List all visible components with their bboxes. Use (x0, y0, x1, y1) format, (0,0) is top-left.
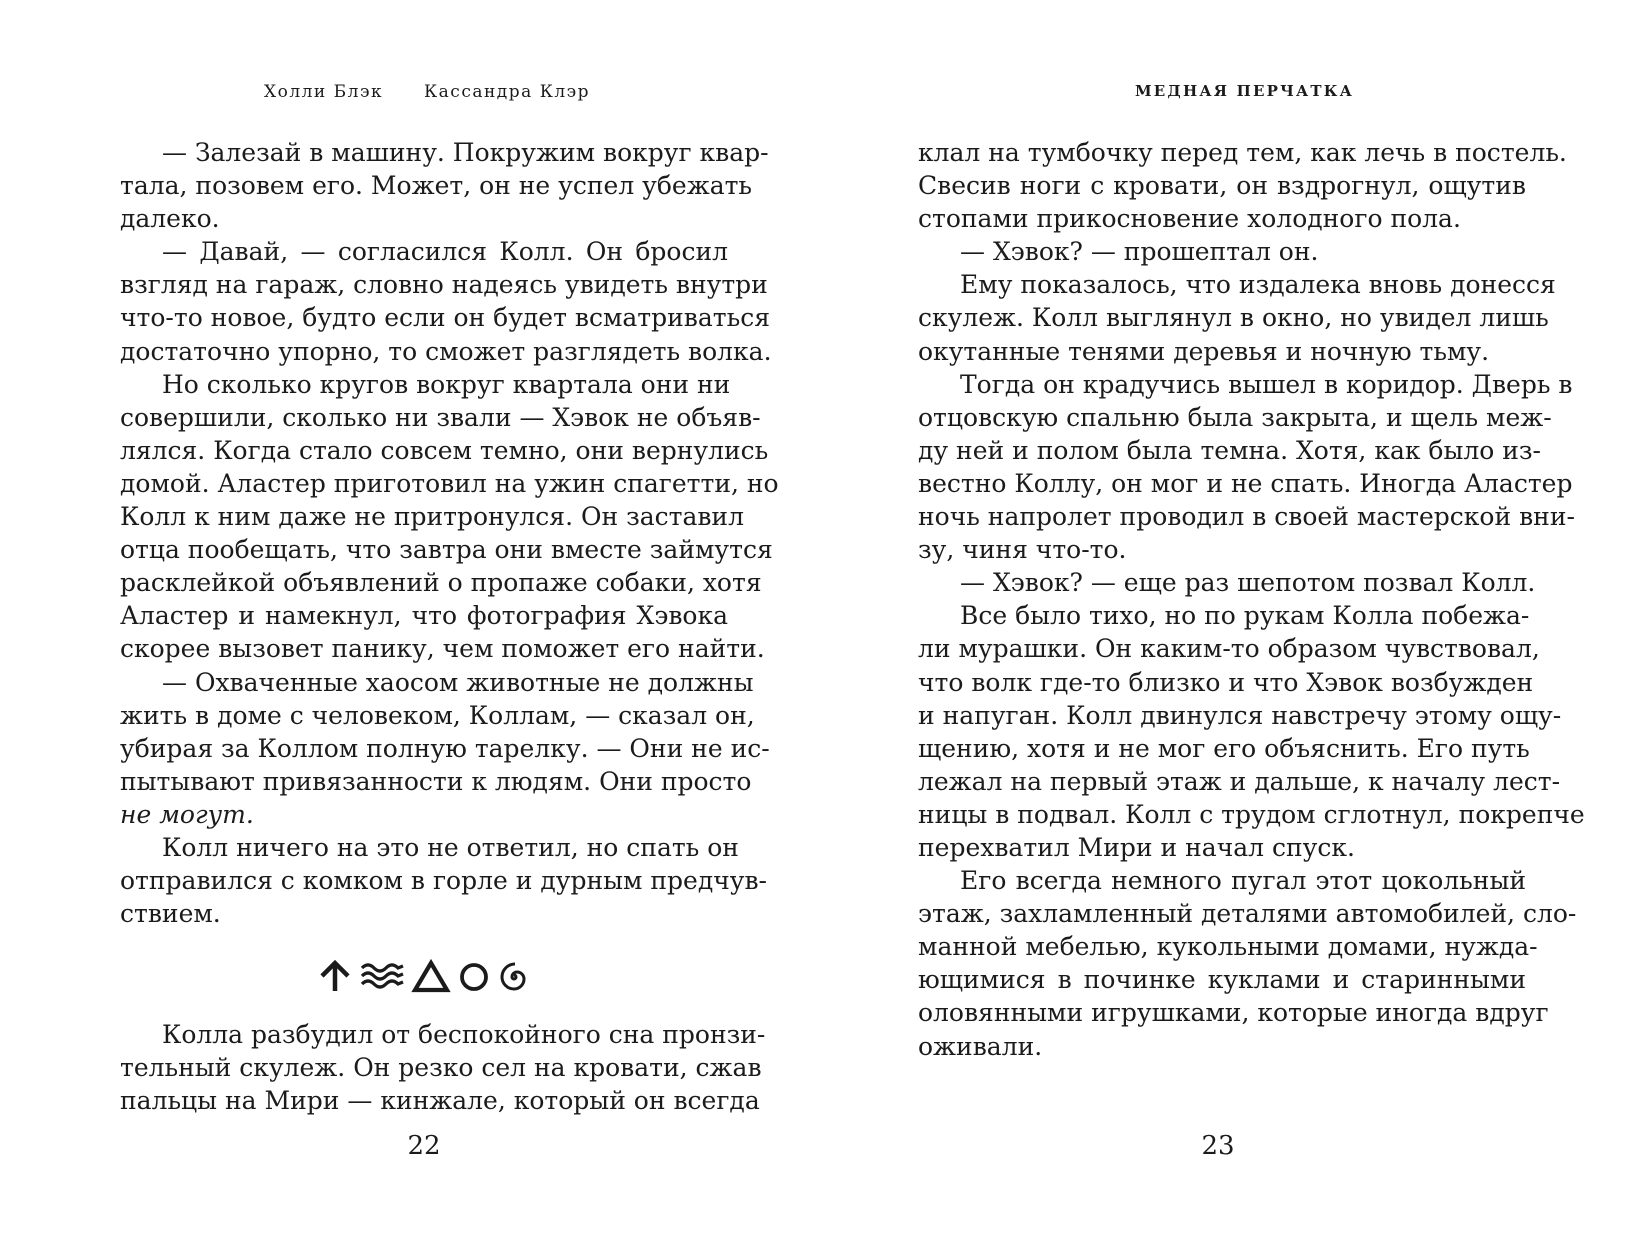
text-line: клал на тумбочку перед тем, как лечь в постель. (918, 138, 1567, 167)
spiral-chaos-icon (497, 958, 531, 994)
text-line: Аластер и намекнул, что фотография Хэвока (120, 601, 728, 631)
text-line: взгляд на гараж, словно надеясь увидеть внутри (120, 270, 768, 300)
text-line: скорее вызовет панику, чем поможет его найти. (120, 634, 765, 664)
text-line: окутанные тенями деревья и ночную тьму. (918, 336, 1490, 366)
text-line: что-то новое, будто если он будет всматриваться (120, 303, 770, 333)
text-line: отца пообещать, что завтра они вместе займутся (120, 535, 773, 565)
text-line: жить в доме с человеком, Коллам, — сказал он, (120, 700, 755, 730)
text-line: вестно Коллу, он мог и не спать. Иногда Аластер (918, 468, 1573, 498)
text-line: лялся. Когда стало совсем темно, они вернулись (120, 435, 769, 465)
text-line: этаж, захламленный деталями автомобилей, сло- (918, 899, 1577, 929)
waves-water-icon (359, 958, 405, 994)
section-break-ornament (120, 930, 728, 1018)
text-line: перехватил Мири и начал спуск. (918, 832, 1355, 862)
text-line: ду ней и полом была темна. Хотя, как было из- (918, 435, 1541, 465)
text-line: ли мурашки. Он каким-то образом чувствовал, (918, 634, 1540, 664)
text-line: — Охваченные хаосом животные не должны (162, 667, 754, 697)
text-line: оживали. (918, 1031, 1043, 1061)
text-line: — Хэвок? — прошептал он. (960, 237, 1319, 267)
text-line: ночь напролет проводил в своей мастерской вни- (918, 502, 1575, 532)
right-page (815, 0, 1630, 1252)
text-line: оловянными игрушками, которые иногда вдруг (918, 998, 1549, 1028)
up-arrow-air-icon (317, 958, 353, 994)
text-line: Колла разбудил от беспокойного сна пронзи- (162, 1020, 766, 1050)
text-line: Но сколько кругов вокруг квартала они ни (162, 369, 731, 399)
text-line: Колл ничего на это не ответил, но спать он (162, 832, 739, 862)
text-line: достаточно упорно, то сможет разглядеть волка. (120, 336, 772, 366)
text-line: Ему показалось, что издалека вновь донесся (960, 270, 1556, 300)
text-line: тала, позовем его. Может, он не успел убежать (120, 171, 753, 201)
triangle-fire-icon (411, 958, 451, 994)
text-line: далеко. (120, 204, 220, 234)
text-line: Свесив ноги с кровати, он вздрогнул, ощутив (918, 171, 1526, 201)
text-line: ющимися в починке куклами и старинными (918, 965, 1526, 995)
text-line: Все было тихо, но по рукам Колла побежа- (960, 601, 1530, 631)
running-head-author-2: Кассандра Клэр (424, 82, 591, 102)
page-number: 22 (407, 1131, 441, 1161)
right-page-text (918, 136, 1585, 1063)
circle-earth-icon (457, 958, 491, 994)
text-line: пальцы на Мири — кинжале, который он всегда (120, 1086, 760, 1116)
text-line: скулеж. Колл выглянул в окно, но увидел лишь (918, 303, 1549, 333)
text-line: стопами прикосновение холодного пола. (918, 204, 1461, 234)
text-line: Колл к ним даже не притронулся. Он заставил (120, 502, 744, 532)
text-line: пытывают привязанности к людям. Они просто (120, 766, 752, 796)
text-line: ницы в подвал. Колл с трудом сглотнул, покрепче (918, 799, 1585, 829)
left-page-text (120, 136, 779, 1118)
text-line: совершили, сколько ни звали — Хэвок не объяв- (120, 402, 761, 432)
text-line: отправился с комком в горле и дурным предчув- (120, 866, 768, 896)
text-line: домой. Аластер приготовил на ужин спагетти, но (120, 468, 779, 498)
text-line: отцовскую спальню была закрыта, и щель меж- (918, 402, 1552, 432)
text-line: ствием. (120, 899, 221, 929)
text-line: — Хэвок? — еще раз шепотом позвал Колл. (960, 568, 1536, 598)
text-line: лежал на первый этаж и дальше, к началу лест- (918, 766, 1561, 796)
text-line-italic (120, 798, 728, 831)
text-line: тельный скулеж. Он резко сел на кровати, сжав (120, 1053, 762, 1083)
text-line: манной мебелью, кукольными домами, нужда- (918, 932, 1538, 962)
text-line: Его всегда немного пугал этот цокольный (960, 866, 1526, 896)
text-line: щению, хотя и не мог его объяснить. Его путь (918, 733, 1530, 763)
page-number: 23 (1201, 1131, 1235, 1161)
running-head-book-title: МЕДНАЯ ПЕРЧАТКА (1135, 82, 1355, 100)
text-line: расклейкой объявлений о пропаже собаки, хотя (120, 568, 762, 598)
text-line: зу, чиня что-то. (918, 535, 1127, 565)
text-line: — Давай, — согласился Колл. Он бросил (162, 237, 728, 267)
text-line: — Залезай в машину. Покружим вокруг квар- (162, 138, 769, 167)
text-line: что волк где-то близко и что Хэвок возбужден (918, 667, 1534, 697)
text-line: Тогда он крадучись вышел в коридор. Дверь в (960, 369, 1573, 399)
italic-emphasis: не могут. (120, 799, 254, 829)
text-line: убирая за Коллом полную тарелку. — Они не ис- (120, 733, 770, 763)
running-head-author-1: Холли Блэк (264, 82, 384, 102)
text-line: и напуган. Колл двинулся навстречу этому ощу- (918, 700, 1562, 730)
